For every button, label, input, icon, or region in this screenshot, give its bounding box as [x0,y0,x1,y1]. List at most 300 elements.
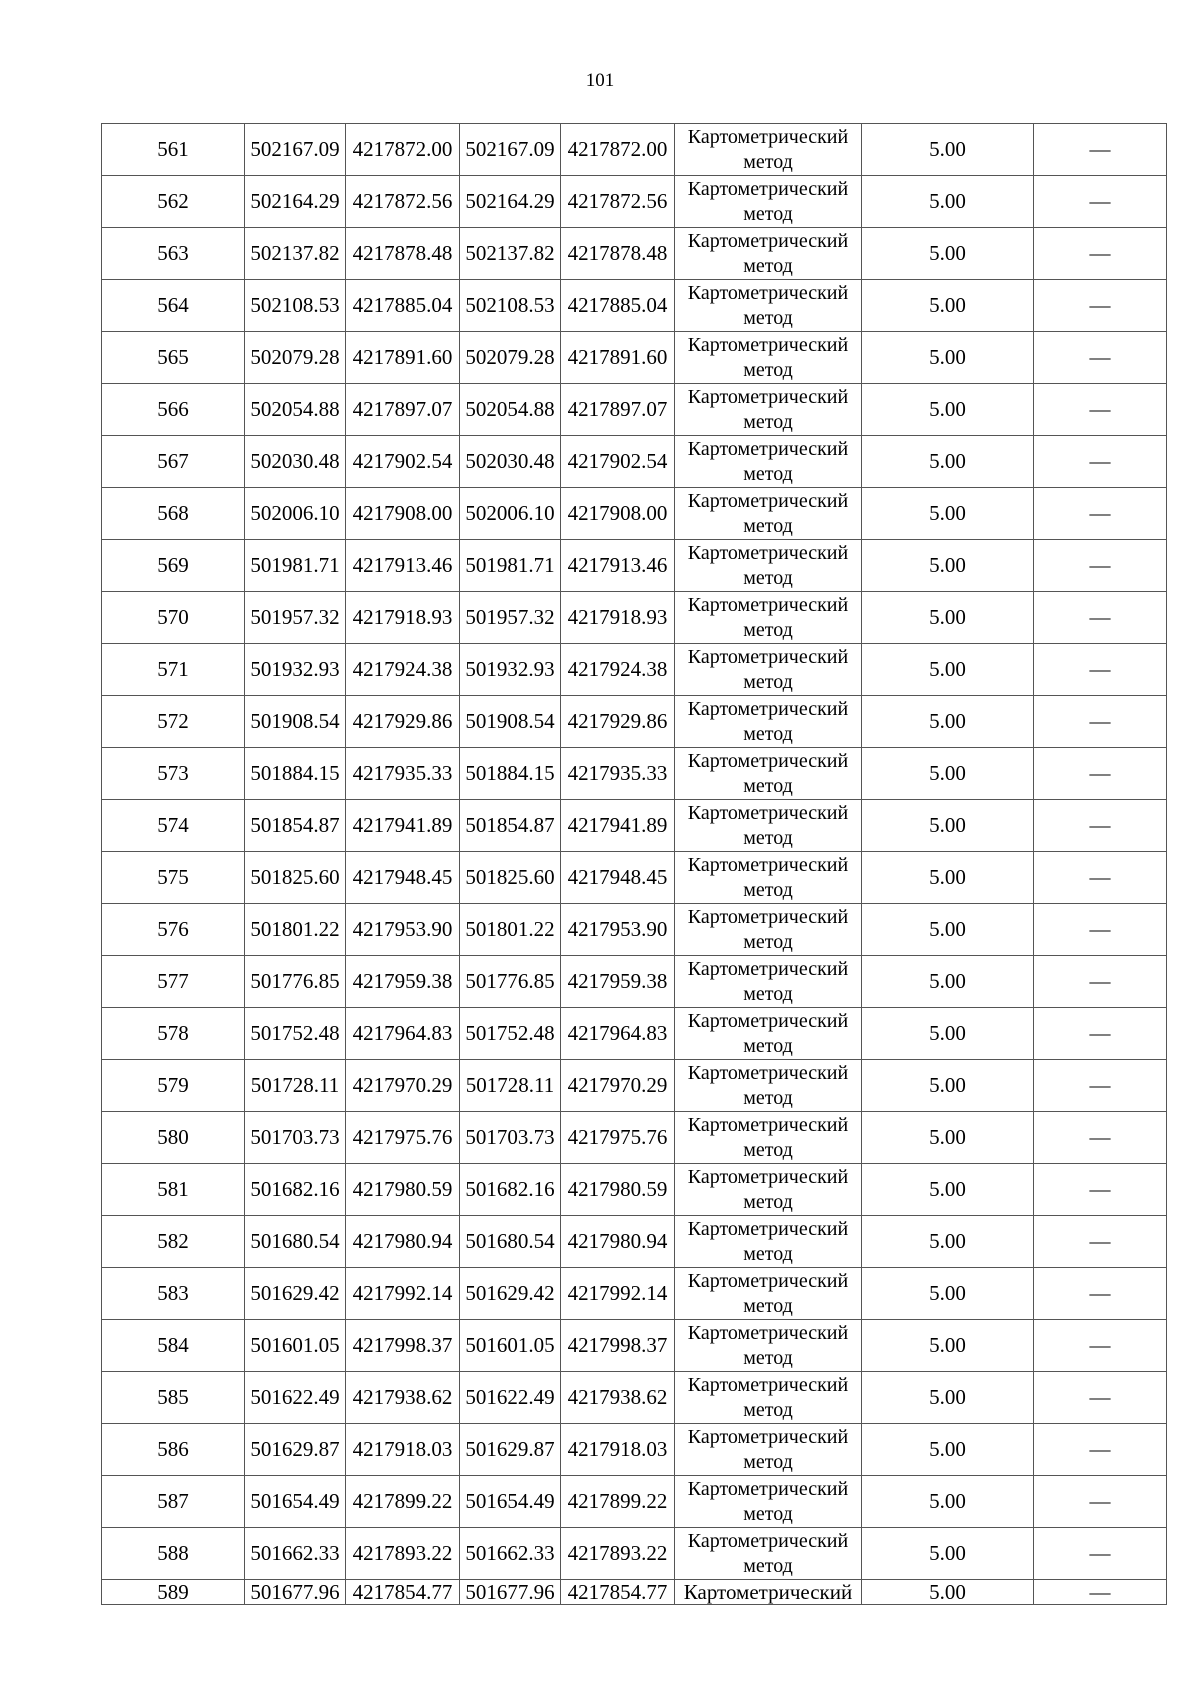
accuracy-cell: 5.00 [862,1216,1034,1268]
accuracy-cell: 5.00 [862,1060,1034,1112]
note-cell: — [1034,904,1167,956]
note-cell: — [1034,1060,1167,1112]
note-cell: — [1034,176,1167,228]
accuracy-cell: 5.00 [862,1164,1034,1216]
method-line2: метод [743,202,793,225]
method-line2: метод [743,670,793,693]
method-line2: метод [743,618,793,641]
y-coordinate-cell: 4217913.46 [346,540,460,592]
y-coordinate-cell: 4217998.37 [346,1320,460,1372]
note-cell: — [1034,1320,1167,1372]
table-row [102,1372,1167,1424]
point-number-cell: 564 [102,280,245,332]
y-coordinate-cell: 4217872.56 [346,176,460,228]
y-coordinate-cell: 4217878.48 [561,228,675,280]
point-number-cell: 572 [102,696,245,748]
x-coordinate-cell: 502054.88 [460,384,561,436]
method-cell [675,852,862,904]
accuracy-cell: 5.00 [862,1528,1034,1580]
accuracy-cell: 5.00 [862,1008,1034,1060]
method-cell [675,488,862,540]
method-cell [675,644,862,696]
x-coordinate-cell: 501752.48 [460,1008,561,1060]
accuracy-cell: 5.00 [862,1320,1034,1372]
note-cell: — [1034,488,1167,540]
method-line1: Картометрический [687,333,849,356]
accuracy-cell: 5.00 [862,1424,1034,1476]
x-coordinate-cell: 501854.87 [245,800,346,852]
x-coordinate-cell: 502030.48 [460,436,561,488]
y-coordinate-cell: 4217908.00 [346,488,460,540]
y-coordinate-cell: 4217938.62 [346,1372,460,1424]
accuracy-cell: 5.00 [862,280,1034,332]
point-number-cell: 581 [102,1164,245,1216]
method-cell [675,1476,862,1528]
note-cell: — [1034,1372,1167,1424]
y-coordinate-cell: 4217899.22 [561,1476,675,1528]
table-row [102,384,1167,436]
method-cell [675,436,862,488]
y-coordinate-cell: 4217878.48 [346,228,460,280]
y-coordinate-cell: 4217897.07 [346,384,460,436]
method-line2: метод [743,722,793,745]
point-number-cell: 587 [102,1476,245,1528]
table-row [102,1476,1167,1528]
y-coordinate-cell: 4217953.90 [561,904,675,956]
point-number-cell: 576 [102,904,245,956]
note-cell: — [1034,384,1167,436]
accuracy-cell: 5.00 [862,592,1034,644]
note-cell: — [1034,748,1167,800]
y-coordinate-cell: 4217980.94 [346,1216,460,1268]
point-number-cell: 578 [102,1008,245,1060]
method-line2: метод [743,1190,793,1213]
y-coordinate-cell: 4217980.59 [561,1164,675,1216]
y-coordinate-cell: 4217893.22 [346,1528,460,1580]
point-number-cell: 588 [102,1528,245,1580]
x-coordinate-cell: 501622.49 [245,1372,346,1424]
note-cell: — [1034,540,1167,592]
method-line1: Картометрический [687,1165,849,1188]
y-coordinate-cell: 4217970.29 [561,1060,675,1112]
point-number-cell: 569 [102,540,245,592]
x-coordinate-cell: 501680.54 [460,1216,561,1268]
point-number-cell: 561 [102,124,245,176]
method-line2: метод [743,254,793,277]
point-number-cell: 563 [102,228,245,280]
table-row [102,956,1167,1008]
method-line1: Картометрический [687,1529,849,1552]
x-coordinate-cell: 501884.15 [460,748,561,800]
note-cell: — [1034,436,1167,488]
accuracy-cell: 5.00 [862,488,1034,540]
note-cell: — [1034,1008,1167,1060]
method-line1: Картометрический [687,1269,849,1292]
note-cell: — [1034,228,1167,280]
accuracy-cell: 5.00 [862,852,1034,904]
x-coordinate-cell: 501884.15 [245,748,346,800]
table-row [102,1112,1167,1164]
method-line1: Картометрический [687,385,849,408]
y-coordinate-cell: 4217959.38 [346,956,460,1008]
note-cell: — [1034,280,1167,332]
method-cell [675,1164,862,1216]
y-coordinate-cell: 4217918.03 [561,1424,675,1476]
note-cell: — [1034,852,1167,904]
y-coordinate-cell: 4217980.94 [561,1216,675,1268]
method-cell [675,280,862,332]
y-coordinate-cell: 4217872.00 [561,124,675,176]
table-row [102,124,1167,176]
y-coordinate-cell: 4217891.60 [561,332,675,384]
method-line2: метод [743,1346,793,1369]
method-cell [675,1112,862,1164]
x-coordinate-cell: 501677.96 [245,1580,346,1605]
y-coordinate-cell: 4217980.59 [346,1164,460,1216]
x-coordinate-cell: 501629.42 [460,1268,561,1320]
y-coordinate-cell: 4217854.77 [346,1580,460,1605]
note-cell: — [1034,800,1167,852]
method-line2: метод [743,1138,793,1161]
method-line1: Картометрический [687,281,849,304]
x-coordinate-cell: 501801.22 [245,904,346,956]
accuracy-cell: 5.00 [862,800,1034,852]
x-coordinate-cell: 501629.42 [245,1268,346,1320]
table-row [102,696,1167,748]
y-coordinate-cell: 4217992.14 [346,1268,460,1320]
point-number-cell: 583 [102,1268,245,1320]
note-cell: — [1034,1580,1167,1605]
accuracy-cell: 5.00 [862,228,1034,280]
table-row [102,800,1167,852]
method-line1: Картометрический [687,489,849,512]
x-coordinate-cell: 501825.60 [245,852,346,904]
table-row [102,904,1167,956]
note-cell: — [1034,644,1167,696]
table-row [102,228,1167,280]
y-coordinate-cell: 4217885.04 [346,280,460,332]
method-cell [675,384,862,436]
x-coordinate-cell: 501776.85 [245,956,346,1008]
method-line1: Картометрический [687,1425,849,1448]
point-number-cell: 582 [102,1216,245,1268]
method-line1: Картометрический [687,749,849,772]
x-coordinate-cell: 501981.71 [460,540,561,592]
method-cell [675,696,862,748]
x-coordinate-cell: 502108.53 [245,280,346,332]
point-number-cell: 571 [102,644,245,696]
note-cell: — [1034,1476,1167,1528]
point-number-cell: 568 [102,488,245,540]
method-line1: Картометрический [687,957,849,980]
note-cell: — [1034,332,1167,384]
x-coordinate-cell: 501932.93 [460,644,561,696]
table-row [102,332,1167,384]
x-coordinate-cell: 501801.22 [460,904,561,956]
table-row [102,1424,1167,1476]
point-number-cell: 567 [102,436,245,488]
accuracy-cell: 5.00 [862,904,1034,956]
method-line1: Картометрический [687,1113,849,1136]
y-coordinate-cell: 4217893.22 [561,1528,675,1580]
note-cell: — [1034,124,1167,176]
x-coordinate-cell: 501776.85 [460,956,561,1008]
method-cell [675,176,862,228]
method-cell [675,332,862,384]
method-line1: Картометрический [687,905,849,928]
x-coordinate-cell: 502108.53 [460,280,561,332]
method-line1: Картометрический [687,1321,849,1344]
method-cell: Картометрический [675,1580,862,1605]
y-coordinate-cell: 4217935.33 [561,748,675,800]
method-line2: метод [743,410,793,433]
method-line2: метод [743,358,793,381]
method-line2: метод [743,930,793,953]
point-number-cell: 575 [102,852,245,904]
method-line1: Картометрический [687,801,849,824]
method-cell [675,124,862,176]
y-coordinate-cell: 4217998.37 [561,1320,675,1372]
method-cell [675,592,862,644]
x-coordinate-cell: 501662.33 [245,1528,346,1580]
method-line1: Картометрический [687,437,849,460]
y-coordinate-cell: 4217938.62 [561,1372,675,1424]
table-row [102,488,1167,540]
page-number: 101 [585,70,615,91]
method-line2: метод [743,774,793,797]
point-number-cell: 586 [102,1424,245,1476]
accuracy-cell: 5.00 [862,1372,1034,1424]
x-coordinate-cell: 502079.28 [245,332,346,384]
method-line2: метод [743,150,793,173]
y-coordinate-cell: 4217872.00 [346,124,460,176]
method-line1: Картометрический [687,177,849,200]
x-coordinate-cell: 501957.32 [460,592,561,644]
table-row [102,1164,1167,1216]
x-coordinate-cell: 501728.11 [245,1060,346,1112]
method-line1: Картометрический [687,1217,849,1240]
x-coordinate-cell: 502167.09 [245,124,346,176]
method-line1: Картометрический [687,697,849,720]
y-coordinate-cell: 4217975.76 [346,1112,460,1164]
note-cell: — [1034,592,1167,644]
method-line1: Картометрический [687,853,849,876]
x-coordinate-cell: 501682.16 [245,1164,346,1216]
point-number-cell: 589 [102,1580,245,1605]
method-line1: Картометрический [687,229,849,252]
y-coordinate-cell: 4217970.29 [346,1060,460,1112]
table-row [102,1060,1167,1112]
x-coordinate-cell: 502137.82 [460,228,561,280]
x-coordinate-cell: 501728.11 [460,1060,561,1112]
method-line2: метод [743,1398,793,1421]
method-cell [675,1060,862,1112]
y-coordinate-cell: 4217891.60 [346,332,460,384]
table-row [102,176,1167,228]
method-cell [675,748,862,800]
point-number-cell: 565 [102,332,245,384]
method-line1: Картометрический [687,125,849,148]
y-coordinate-cell: 4217913.46 [561,540,675,592]
accuracy-cell: 5.00 [862,384,1034,436]
point-number-cell: 566 [102,384,245,436]
x-coordinate-cell: 501703.73 [460,1112,561,1164]
y-coordinate-cell: 4217885.04 [561,280,675,332]
y-coordinate-cell: 4217908.00 [561,488,675,540]
accuracy-cell: 5.00 [862,124,1034,176]
accuracy-cell: 5.00 [862,1112,1034,1164]
table-row [102,1268,1167,1320]
method-line2: метод [743,1294,793,1317]
y-coordinate-cell: 4217941.89 [346,800,460,852]
x-coordinate-cell: 501601.05 [460,1320,561,1372]
accuracy-cell: 5.00 [862,540,1034,592]
x-coordinate-cell: 501703.73 [245,1112,346,1164]
x-coordinate-cell: 501654.49 [460,1476,561,1528]
x-coordinate-cell: 501957.32 [245,592,346,644]
x-coordinate-cell: 501662.33 [460,1528,561,1580]
y-coordinate-cell: 4217964.83 [346,1008,460,1060]
note-cell: — [1034,1112,1167,1164]
accuracy-cell: 5.00 [862,748,1034,800]
method-line2: метод [743,1242,793,1265]
point-number-cell: 573 [102,748,245,800]
x-coordinate-cell: 501682.16 [460,1164,561,1216]
x-coordinate-cell: 502137.82 [245,228,346,280]
method-cell [675,904,862,956]
accuracy-cell: 5.00 [862,1268,1034,1320]
x-coordinate-cell: 501854.87 [460,800,561,852]
table-row [102,852,1167,904]
point-number-cell: 570 [102,592,245,644]
table-row [102,1008,1167,1060]
method-cell [675,1372,862,1424]
accuracy-cell: 5.00 [862,176,1034,228]
y-coordinate-cell: 4217854.77 [561,1580,675,1605]
x-coordinate-cell: 501629.87 [460,1424,561,1476]
y-coordinate-cell: 4217964.83 [561,1008,675,1060]
x-coordinate-cell: 501601.05 [245,1320,346,1372]
table-row [102,1528,1167,1580]
y-coordinate-cell: 4217953.90 [346,904,460,956]
y-coordinate-cell: 4217929.86 [346,696,460,748]
y-coordinate-cell: 4217918.03 [346,1424,460,1476]
method-line2: метод [743,1450,793,1473]
method-line2: метод [743,826,793,849]
y-coordinate-cell: 4217935.33 [346,748,460,800]
method-line1: Картометрический [687,1373,849,1396]
y-coordinate-cell: 4217924.38 [561,644,675,696]
method-cell [675,540,862,592]
x-coordinate-cell: 502006.10 [245,488,346,540]
y-coordinate-cell: 4217941.89 [561,800,675,852]
y-coordinate-cell: 4217872.56 [561,176,675,228]
y-coordinate-cell: 4217948.45 [346,852,460,904]
x-coordinate-cell: 501654.49 [245,1476,346,1528]
method-cell [675,1216,862,1268]
y-coordinate-cell: 4217902.54 [346,436,460,488]
y-coordinate-cell: 4217959.38 [561,956,675,1008]
note-cell: — [1034,1216,1167,1268]
x-coordinate-cell: 501622.49 [460,1372,561,1424]
x-coordinate-cell: 502164.29 [245,176,346,228]
table-row [102,280,1167,332]
point-number-cell: 579 [102,1060,245,1112]
method-cell [675,1424,862,1476]
accuracy-cell: 5.00 [862,1580,1034,1605]
method-line2: метод [743,462,793,485]
method-line1: Картометрический [687,645,849,668]
x-coordinate-cell: 501981.71 [245,540,346,592]
method-line1: Картометрический [687,541,849,564]
table-row [102,1320,1167,1372]
coordinates-table [101,123,1167,1605]
y-coordinate-cell: 4217929.86 [561,696,675,748]
table-row [102,748,1167,800]
method-cell [675,1008,862,1060]
method-line2: метод [743,566,793,589]
y-coordinate-cell: 4217918.93 [346,592,460,644]
method-line2: метод [743,1502,793,1525]
note-cell: — [1034,696,1167,748]
note-cell: — [1034,1164,1167,1216]
method-line2: метод [743,1034,793,1057]
x-coordinate-cell: 501908.54 [245,696,346,748]
point-number-cell: 585 [102,1372,245,1424]
y-coordinate-cell: 4217897.07 [561,384,675,436]
y-coordinate-cell: 4217918.93 [561,592,675,644]
x-coordinate-cell: 502167.09 [460,124,561,176]
method-line2: метод [743,514,793,537]
point-number-cell: 574 [102,800,245,852]
method-line1: Картометрический [687,1477,849,1500]
y-coordinate-cell: 4217948.45 [561,852,675,904]
x-coordinate-cell: 501825.60 [460,852,561,904]
table-row [102,1216,1167,1268]
accuracy-cell: 5.00 [862,696,1034,748]
method-line2: метод [743,306,793,329]
method-line2: метод [743,1086,793,1109]
point-number-cell: 577 [102,956,245,1008]
note-cell: — [1034,956,1167,1008]
x-coordinate-cell: 501677.96 [460,1580,561,1605]
x-coordinate-cell: 501752.48 [245,1008,346,1060]
method-cell [675,1528,862,1580]
y-coordinate-cell: 4217924.38 [346,644,460,696]
x-coordinate-cell: 502164.29 [460,176,561,228]
x-coordinate-cell: 502079.28 [460,332,561,384]
accuracy-cell: 5.00 [862,436,1034,488]
note-cell: — [1034,1528,1167,1580]
method-line2: метод [743,878,793,901]
y-coordinate-cell: 4217902.54 [561,436,675,488]
method-line2: метод [743,982,793,1005]
table-row [102,592,1167,644]
y-coordinate-cell: 4217899.22 [346,1476,460,1528]
point-number-cell: 580 [102,1112,245,1164]
point-number-cell: 584 [102,1320,245,1372]
note-cell: — [1034,1424,1167,1476]
method-line1: Картометрический [687,1061,849,1084]
method-cell [675,956,862,1008]
x-coordinate-cell: 501629.87 [245,1424,346,1476]
method-cell [675,800,862,852]
x-coordinate-cell: 502030.48 [245,436,346,488]
accuracy-cell: 5.00 [862,332,1034,384]
x-coordinate-cell: 502006.10 [460,488,561,540]
y-coordinate-cell: 4217992.14 [561,1268,675,1320]
table-row [102,540,1167,592]
